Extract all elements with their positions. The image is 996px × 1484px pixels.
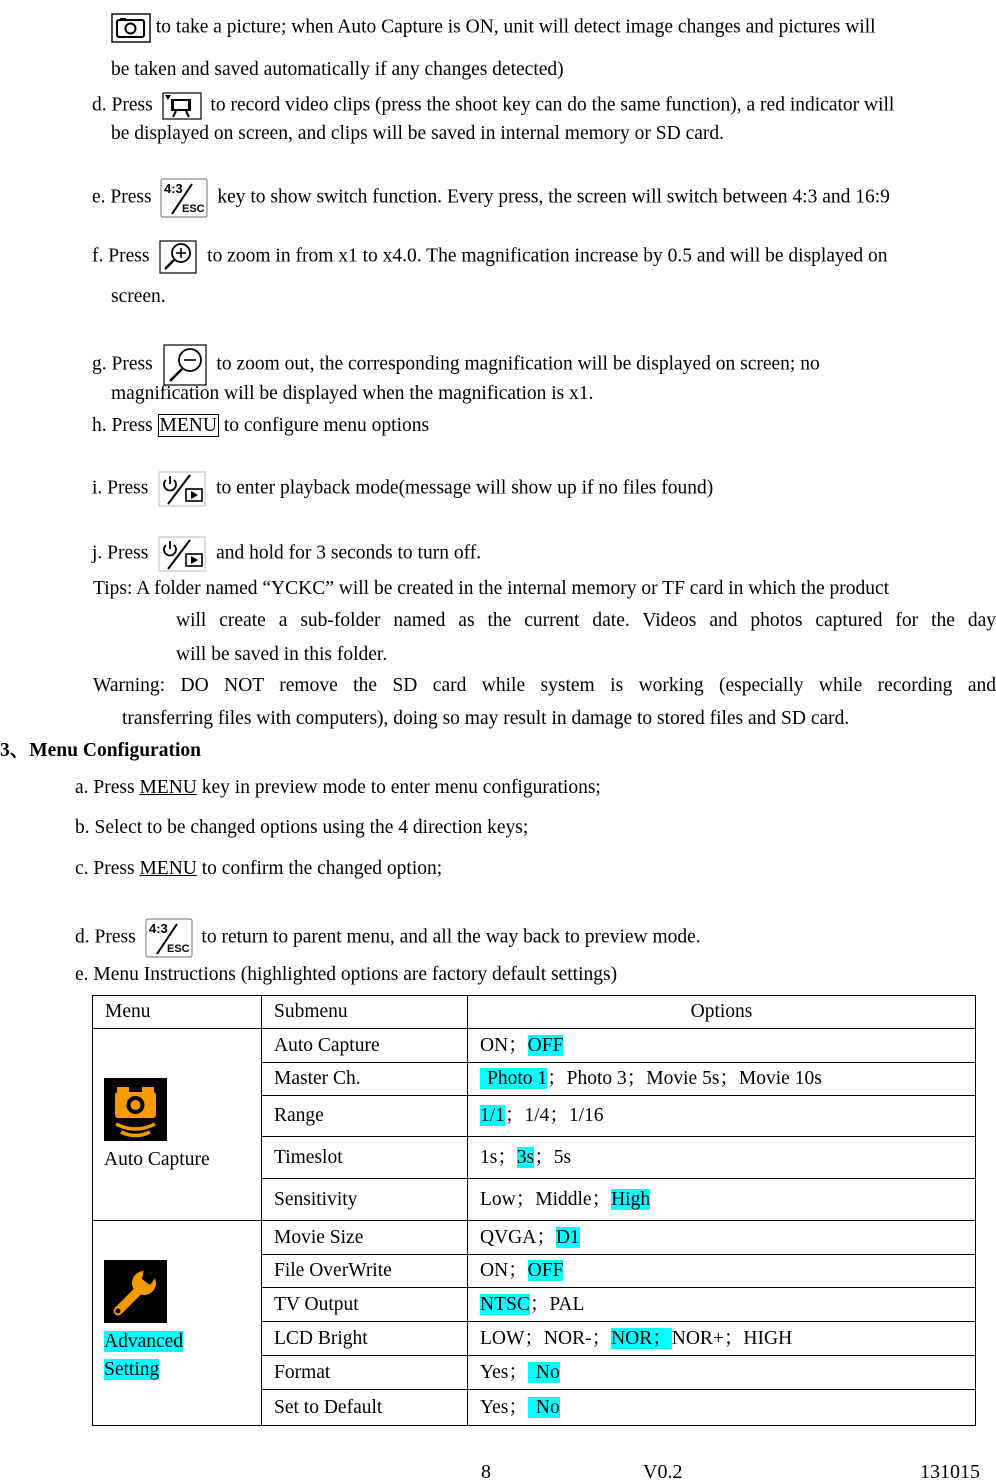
category-label: Setting: [104, 1359, 160, 1380]
svg-text:ESC: ESC: [182, 203, 206, 215]
step-f-line-2: screen.: [111, 286, 166, 307]
options-file-overwrite: ON；OFF: [468, 1255, 976, 1288]
default-option: NTSC: [480, 1293, 530, 1315]
options-movie-size: QVGA；D1: [468, 1221, 976, 1255]
table-header-row: [93, 996, 976, 1029]
submenu-format: Format: [262, 1356, 468, 1390]
header-options: Options: [468, 996, 976, 1029]
options-lcd-bright: LOW；NOR-；NOR；NOR+；HIGH: [468, 1322, 976, 1356]
tips-line-1: Tips: A folder named “YCKC” will be created in the internal memory or TF card in which the product: [93, 578, 890, 599]
header-submenu: Submenu: [262, 996, 468, 1029]
submenu-lcd-bright: LCD Bright: [262, 1322, 468, 1356]
options-sensitivity: Low；Middle；High: [468, 1179, 976, 1221]
default-option: No: [528, 1397, 560, 1418]
capture-text: to take a picture; when Auto Capture is ON, unit will detect image changes and pictures will: [155, 16, 876, 38]
submenu-file-overwrite: File OverWrite: [262, 1255, 468, 1288]
options-set-to-default: Yes； No: [468, 1390, 976, 1426]
options-timeslot: 1s；3s；5s: [468, 1137, 976, 1179]
options-range: 1/1；1/4；1/16: [468, 1096, 976, 1137]
menu-step-d: d. Press 4:3 ESC to return to parent menu, and all the way back to preview mode.: [75, 918, 701, 958]
step-j: j. Press and hold for 3 seconds to turn off.: [92, 536, 481, 572]
options-format: Yes； No: [468, 1356, 976, 1390]
table-row: [93, 1221, 976, 1255]
category-label: Auto Capture: [104, 1149, 210, 1170]
menu-table: [92, 995, 976, 1426]
svg-text:4:3: 4:3: [148, 921, 168, 936]
submenu-tv-output: TV Output: [262, 1288, 468, 1322]
power-playback-icon: [158, 536, 206, 572]
power-playback-icon: [158, 471, 206, 507]
menu-key-underlined: MENU: [139, 858, 197, 879]
step-g-line-2: magnification will be displayed when the magnification is x1.: [111, 383, 594, 404]
version-label: V0.2: [643, 1461, 683, 1483]
step-e: e. Press 4:3 ESC key to show switch function. Every press, the screen will switch between 4:3 and 16:9: [92, 178, 890, 218]
warning-line-1: Warning: DO NOT remove the SD card while system is working (especially while recording and: [93, 675, 996, 696]
options-tv-output: NTSC；PAL: [468, 1288, 976, 1322]
step-g: g. Press to zoom out, the corresponding magnification will be displayed on screen; no: [92, 344, 820, 386]
svg-text:ESC: ESC: [166, 943, 190, 955]
submenu-timeslot: Timeslot: [262, 1137, 468, 1179]
step-d: d. Press to record video clips (press the shoot key can do the same function), a red indicator will: [92, 92, 894, 120]
options-auto-capture: ON；OFF: [468, 1029, 976, 1063]
category-advanced-setting: [93, 1221, 262, 1426]
step-i: i. Press to enter playback mode(message will show up if no files found): [92, 471, 713, 507]
options-master-ch: Photo 1；Photo 3；Movie 5s；Movie 10s: [468, 1063, 976, 1096]
submenu-master-ch: Master Ch.: [262, 1063, 468, 1096]
default-option: 1/1: [480, 1105, 505, 1126]
category-auto-capture: [93, 1029, 262, 1221]
tips-line-2: will create a sub-folder named as the current date. Videos and photos captured for the day: [176, 610, 996, 631]
submenu-auto-capture: Auto Capture: [262, 1029, 468, 1063]
default-option: NOR；: [611, 1327, 672, 1349]
aspect-esc-icon: [145, 918, 193, 958]
section-heading: 3、Menu Configuration: [0, 740, 201, 761]
step-h: h. Press MENU to configure menu options: [92, 415, 430, 436]
default-option: Photo 1: [480, 1068, 547, 1089]
menu-key-underlined: MENU: [139, 777, 197, 798]
menu-step-c: c. Press MENU to confirm the changed option;: [75, 858, 443, 879]
default-option: OFF: [527, 1034, 564, 1056]
menu-key-boxed: MENU: [159, 415, 217, 436]
step-f: f. Press to zoom in from x1 to x4.0. The magnification increase by 0.5 and will be displayed on: [92, 240, 888, 274]
tips-line-3: will be saved in this folder.: [176, 644, 388, 665]
default-option: High: [611, 1188, 651, 1210]
warning-line-2: transferring files with computers), doing so may result in damage to stored files and SD card.: [122, 708, 850, 729]
submenu-range: Range: [262, 1096, 468, 1137]
zoom-out-icon: [163, 344, 207, 386]
default-option: No: [528, 1362, 560, 1383]
category-label: Advanced: [104, 1331, 184, 1352]
wrench-icon: [104, 1260, 167, 1323]
submenu-movie-size: Movie Size: [262, 1221, 468, 1255]
default-option: D1: [555, 1226, 580, 1248]
table-row: [93, 1029, 976, 1063]
auto-capture-icon: [104, 1078, 167, 1141]
header-menu: Menu: [93, 996, 262, 1029]
default-option: OFF: [527, 1260, 564, 1281]
default-option: 3s: [516, 1146, 535, 1168]
zoom-in-icon: [159, 240, 197, 274]
page-number: 8: [481, 1461, 491, 1483]
aspect-esc-icon: [160, 178, 208, 218]
svg-text:4:3: 4:3: [164, 181, 184, 196]
menu-step-e: e. Menu Instructions (highlighted options are factory default settings): [75, 964, 618, 985]
submenu-sensitivity: Sensitivity: [262, 1179, 468, 1221]
capture-line-1: [111, 13, 876, 43]
capture-line-2: be taken and saved automatically if any changes detected): [111, 59, 564, 80]
menu-step-a: a. Press MENU key in preview mode to enter menu configurations;: [75, 777, 601, 798]
menu-step-b: b. Select to be changed options using the 4 direction keys;: [75, 817, 529, 838]
video-record-icon: [162, 92, 202, 120]
step-d-line-2: be displayed on screen, and clips will be saved in internal memory or SD card.: [111, 123, 724, 144]
submenu-set-to-default: Set to Default: [262, 1390, 468, 1426]
date-code: 131015: [920, 1461, 980, 1483]
camera-icon: [111, 13, 151, 43]
